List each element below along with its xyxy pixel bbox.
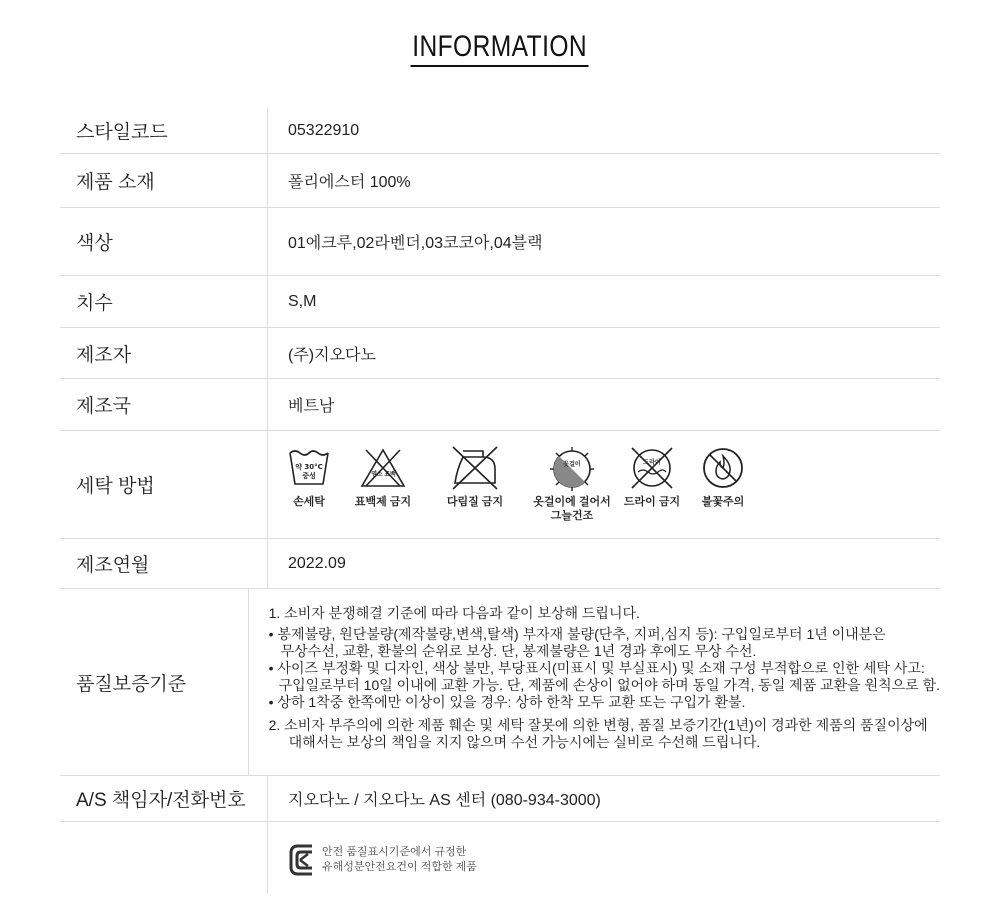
row-country <box>60 379 940 431</box>
page-title: INFORMATION <box>0 30 1000 67</box>
wash-item-hand <box>268 445 350 509</box>
kc-mark <box>268 822 940 894</box>
row-date <box>60 539 940 589</box>
wash-item-dryclean <box>616 445 688 509</box>
row-style-code <box>60 108 940 154</box>
material-value: 폴리에스터 100% <box>288 174 411 191</box>
quality-line-3: 무상수선, 교환, 환불의 순위로 보상. 단, 봉제불량은 1년 경과 후에도 무상 수선. <box>280 643 757 659</box>
quality-line-2: • 봉제불량, 원단불량(제작불량,변색,탈색) 부자재 불량(단추, 지퍼,심지 등): 구입일로부터 1년 이내분은 <box>268 626 886 642</box>
no-dry-clean-caption: 드라이 금지 <box>623 496 681 508</box>
hang-dry-caption <box>533 495 610 523</box>
dry-label: 드라이 <box>643 459 661 466</box>
row-quality <box>60 589 940 776</box>
kc-text-line1: 안전 품질표시기준에서 규정한 <box>322 846 467 858</box>
no-iron-icon <box>449 445 501 491</box>
quality-line-1: 1. 소비자 분쟁해결 기준에 따라 다음과 같이 보상해 드립니다. <box>268 605 640 621</box>
no-bleach-icon <box>358 446 408 490</box>
wash-item-fire <box>692 445 754 509</box>
manufacturer-value: (주)지오다노 <box>288 346 376 364</box>
row-size <box>60 276 940 328</box>
country-value: 베트남 <box>288 398 335 415</box>
row-kc <box>60 822 940 894</box>
hanger-label: 옷걸이 <box>563 461 581 468</box>
quality-line-5: 구입일로부터 10일 이내에 교환 가능. 단, 제품에 손상이 없어야 하며 동일 가격, 동일 제품 교환을 원칙으로 함. <box>278 677 940 693</box>
hang-dry-caption-line1: 옷걸이에 걸어서 <box>533 496 611 508</box>
washing-icons <box>268 431 940 538</box>
color-label: 색상 <box>60 208 268 275</box>
manufacturer-label: 제조자 <box>60 328 268 378</box>
no-dry-clean-icon <box>628 446 676 490</box>
row-as <box>60 776 940 822</box>
wash-item-bleach <box>340 445 426 509</box>
kc-certification-icon <box>288 842 316 878</box>
washing-label: 세탁 방법 <box>60 431 268 538</box>
as-value: 지오다노 / 지오다노 AS 센터 (080-934-3000) <box>288 792 601 809</box>
hang-dry-icon <box>547 445 597 491</box>
info-table <box>60 108 940 894</box>
hand-wash-detergent: 중성 <box>302 472 316 480</box>
country-label: 제조국 <box>60 379 268 430</box>
hand-wash-caption: 손세탁 <box>293 496 325 508</box>
wash-item-hang <box>524 445 620 523</box>
quality-line-7: 2. 소비자 부주의에 의한 제품 훼손 및 세탁 잘못에 의한 변형, 품질 보증기간(1년)이 경과한 제품의 품질이상에 <box>268 717 928 733</box>
kc-text <box>322 845 477 875</box>
no-fire-caption: 불꽃주의 <box>701 496 745 508</box>
wash-item-iron <box>430 445 520 509</box>
quality-line-4: • 사이즈 부정확 및 디자인, 색상 불만, 부당표시(미표시 및 부실표시) 및 소재 구성 부적합으로 인한 세탁 사고: <box>268 660 925 676</box>
hang-dry-caption-line2: 그늘건조 <box>550 510 594 522</box>
row-manufacturer <box>60 328 940 379</box>
no-iron-caption: 다림질 금지 <box>446 496 504 508</box>
quality-text <box>249 589 940 775</box>
quality-label: 품질보증기준 <box>60 589 249 775</box>
date-value: 2022.09 <box>288 554 346 572</box>
row-color <box>60 208 940 276</box>
kc-label-cell <box>60 822 268 894</box>
kc-text-line2: 유해성분안전요건이 적합한 제품 <box>322 861 477 873</box>
quality-line-6: • 상하 1착중 한쪽에만 이상이 있을 경우: 상하 한착 모두 교환 또는 구입가 환불. <box>268 694 746 710</box>
row-washing <box>60 431 940 539</box>
no-bleach-caption: 표백제 금지 <box>354 496 412 508</box>
as-label: A/S 책임자/전화번호 <box>60 776 268 821</box>
quality-line-8: 대해서는 보상의 책임을 지지 않으며 수선 가능시에는 실비로 수선해 드립니다. <box>288 734 761 750</box>
size-value: S,M <box>288 292 317 310</box>
style-code-value: 05322910 <box>288 121 360 139</box>
bleach-label: 표백 <box>384 471 396 478</box>
hand-wash-temp: 약 30°C <box>295 463 323 471</box>
date-label: 제조연월 <box>60 539 268 588</box>
material-label: 제품 소재 <box>60 154 268 207</box>
bleach-chlorine: 염소 <box>371 471 383 478</box>
size-label: 치수 <box>60 276 268 327</box>
color-value: 01에크루,02라벤더,03코코아,04블랙 <box>288 235 543 252</box>
style-code-label: 스타일코드 <box>60 108 268 153</box>
no-fire-icon <box>701 446 745 490</box>
row-material <box>60 154 940 208</box>
hand-wash-icon <box>287 448 331 488</box>
